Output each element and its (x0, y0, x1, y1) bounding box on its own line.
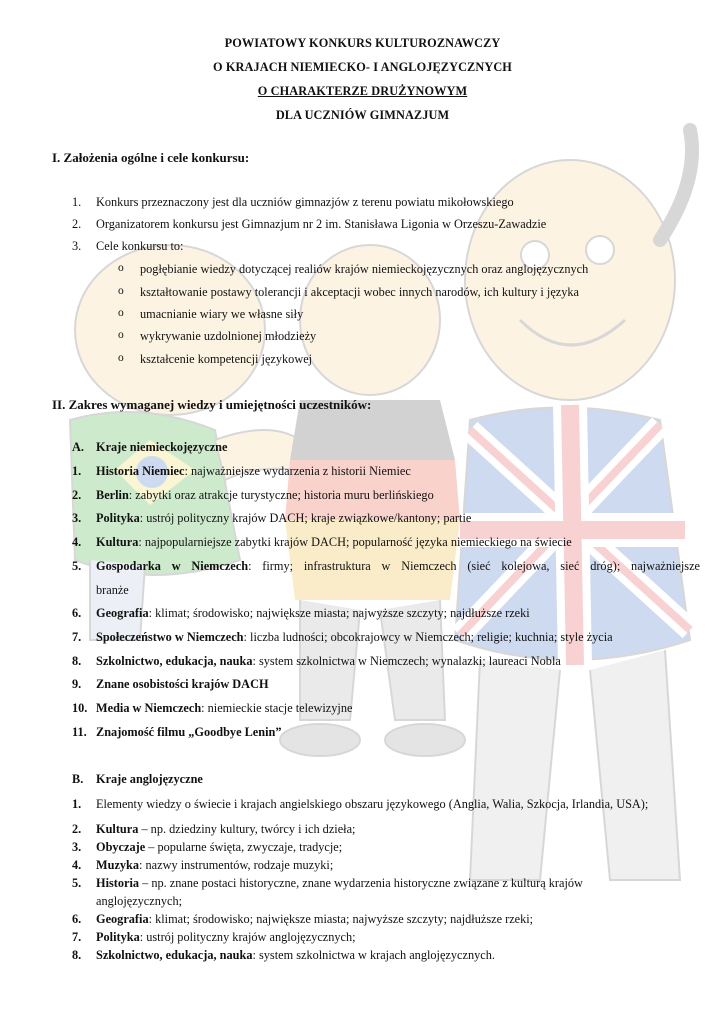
list-item-text: Konkurs przeznaczony jest dla uczniów gimnazjów z terenu powiatu mikołowskiego (96, 195, 514, 209)
list-item-number: 5. (72, 876, 82, 890)
list-item-number: 7. (72, 930, 82, 944)
item-text: – np. znane postaci historyczne, znane wydarzenia historyczne związane z kulturą krajów (139, 876, 583, 890)
list-item (96, 822, 355, 837)
list-item (96, 535, 572, 550)
item-text: Elementy wiedzy o świecie i krajach angielskiego obszaru językowego (Anglia, Walia, Szkocja, Irlandia, USA); (96, 797, 649, 811)
item-text: : nazwy instrumentów, rodzaje muzyki; (139, 858, 334, 872)
list-item (96, 630, 613, 645)
item-text: : liczba ludności; obcokrajowcy w Niemczech; religie; kuchnia; style życia (243, 630, 613, 644)
item-label: Gospodarka w Niemczech (96, 559, 249, 573)
item-label: Społeczeństwo w Niemczech (96, 630, 244, 644)
list-item (96, 511, 471, 526)
list-item (96, 677, 269, 692)
title-line-3: O CHARAKTERZE DRUŻYNOWYM (257, 84, 468, 98)
item-label: Polityka (96, 930, 140, 944)
list-item-number: 10. (72, 701, 88, 715)
list-item (96, 876, 583, 891)
list-item-number: 8. (72, 654, 82, 668)
item-label: Znajomość filmu „Goodbye Lenin” (96, 725, 282, 739)
list-item-number: 3. (72, 239, 82, 253)
bullet-marker: o (118, 307, 124, 319)
section-2-heading: II. Zakres wymaganej wiedzy i umiejętności uczestników: (52, 397, 372, 412)
item-text: : najpopularniejsze zabytki krajów DACH; popularność języka niemieckiego na świecie (138, 535, 572, 549)
bullet-marker: o (118, 285, 124, 297)
item-text: : klimat; środowisko; największe miasta; najwyższe szczyty; najdłuższe rzeki; (148, 912, 534, 926)
list-item-continuation: anglojęzycznych; (96, 894, 183, 908)
list-item-number: 3. (72, 840, 82, 854)
goal-item: kształtowanie postawy tolerancji i akceptacji wobec innych narodów, ich kultury i języka (140, 285, 580, 299)
item-label: Geografia (96, 912, 149, 926)
item-text: : niemieckie stacje telewizyjne (201, 701, 353, 715)
list-item-number: 5. (72, 559, 82, 573)
list-item-number: 11. (72, 725, 87, 739)
bullet-marker: o (118, 262, 124, 274)
list-item-number: 2. (72, 217, 82, 231)
item-label: Szkolnictwo, edukacja, nauka (96, 948, 253, 962)
group-a-title: Kraje niemieckojęzyczne (96, 440, 228, 454)
item-label: Obyczaje (96, 840, 146, 854)
title-line-1: POWIATOWY KONKURS KULTUROZNAWCZY (224, 36, 501, 50)
item-text: : firmy; infrastruktura w Niemczech (sieć kolejowa, sieć dróg); najważniejsze (248, 559, 701, 573)
list-item (96, 701, 352, 716)
item-text: : ustrój polityczny krajów anglojęzycznych; (139, 930, 356, 944)
item-label: Media w Niemczech (96, 701, 202, 715)
list-item (96, 930, 356, 945)
title-line-2: O KRAJACH NIEMIECKO- I ANGLOJĘZYCZNYCH (213, 60, 512, 74)
list-item-number: 9. (72, 677, 82, 691)
list-item-number: 6. (72, 912, 82, 926)
list-item-number: 1. (72, 464, 82, 478)
list-item (96, 606, 530, 621)
goal-item: pogłębianie wiedzy dotyczącej realiów krajów niemieckojęzycznych oraz anglojęzycznych (140, 262, 589, 276)
list-item (96, 858, 333, 873)
item-text: – np. dziedziny kultury, twórcy i ich dzieła; (138, 822, 356, 836)
item-label: Historia (96, 876, 140, 890)
item-text: : zabytki oraz atrakcje turystyczne; historia muru berlińskiego (128, 488, 434, 502)
goal-item: umacnianie wiary we własne siły (140, 307, 304, 321)
list-item-number: 4. (72, 858, 82, 872)
item-label: Znane osobistości krajów DACH (96, 677, 269, 691)
list-item-number: 3. (72, 511, 82, 525)
goal-item: kształcenie kompetencji językowej (140, 352, 313, 366)
item-text: : ustrój polityczny krajów DACH; kraje związkowe/kantony; partie (139, 511, 472, 525)
list-item-continuation: branże (96, 583, 129, 597)
group-b-letter: B. (72, 772, 84, 786)
list-item-number: 2. (72, 488, 82, 502)
item-label: Polityka (96, 511, 140, 525)
list-item-number: 1. (72, 195, 82, 209)
list-item-number: 1. (72, 797, 82, 811)
item-text: : klimat; środowisko; największe miasta; najwyższe szczyty; najdłuższe rzeki (148, 606, 530, 620)
list-item (96, 725, 282, 740)
list-item-number: 4. (72, 535, 82, 549)
item-label: Kultura (96, 822, 139, 836)
bullet-marker: o (118, 329, 124, 341)
item-label: Geografia (96, 606, 149, 620)
item-label: Szkolnictwo, edukacja, nauka (96, 654, 253, 668)
list-item (96, 912, 533, 927)
list-item (96, 464, 411, 479)
group-b-title: Kraje anglojęzyczne (96, 772, 203, 786)
item-label: Berlin (96, 488, 129, 502)
list-item (96, 797, 648, 812)
item-text: : najważniejsze wydarzenia z historii Niemiec (184, 464, 411, 478)
list-item-number: 2. (72, 822, 82, 836)
list-item-text: Organizatorem konkursu jest Gimnazjum nr 2 im. Stanisława Ligonia w Orzeszu-Zawadzie (96, 217, 547, 231)
section-1-heading: I. Założenia ogólne i cele konkursu: (52, 150, 250, 165)
title-line-4: DLA UCZNIÓW GIMNAZJUM (275, 108, 450, 122)
list-item (96, 948, 495, 963)
item-text: – popularne święta, zwyczaje, tradycje; (145, 840, 343, 854)
item-label: Kultura (96, 535, 139, 549)
group-a-letter: A. (72, 440, 84, 454)
list-item (96, 654, 561, 669)
list-item (96, 559, 700, 574)
list-item-number: 7. (72, 630, 82, 644)
list-item (96, 488, 434, 503)
item-label: Historia Niemiec (96, 464, 185, 478)
list-item (96, 840, 342, 855)
list-item-number: 6. (72, 606, 82, 620)
bullet-marker: o (118, 352, 124, 364)
list-item-number: 8. (72, 948, 82, 962)
goal-item: wykrywanie uzdolnionej młodzieży (140, 329, 317, 343)
item-text: : system szkolnictwa w krajach anglojęzycznych. (252, 948, 495, 962)
item-label: Muzyka (96, 858, 140, 872)
item-text: : system szkolnictwa w Niemczech; wynalazki; laureaci Nobla (252, 654, 561, 668)
list-item-text: Cele konkursu to: (96, 239, 184, 253)
